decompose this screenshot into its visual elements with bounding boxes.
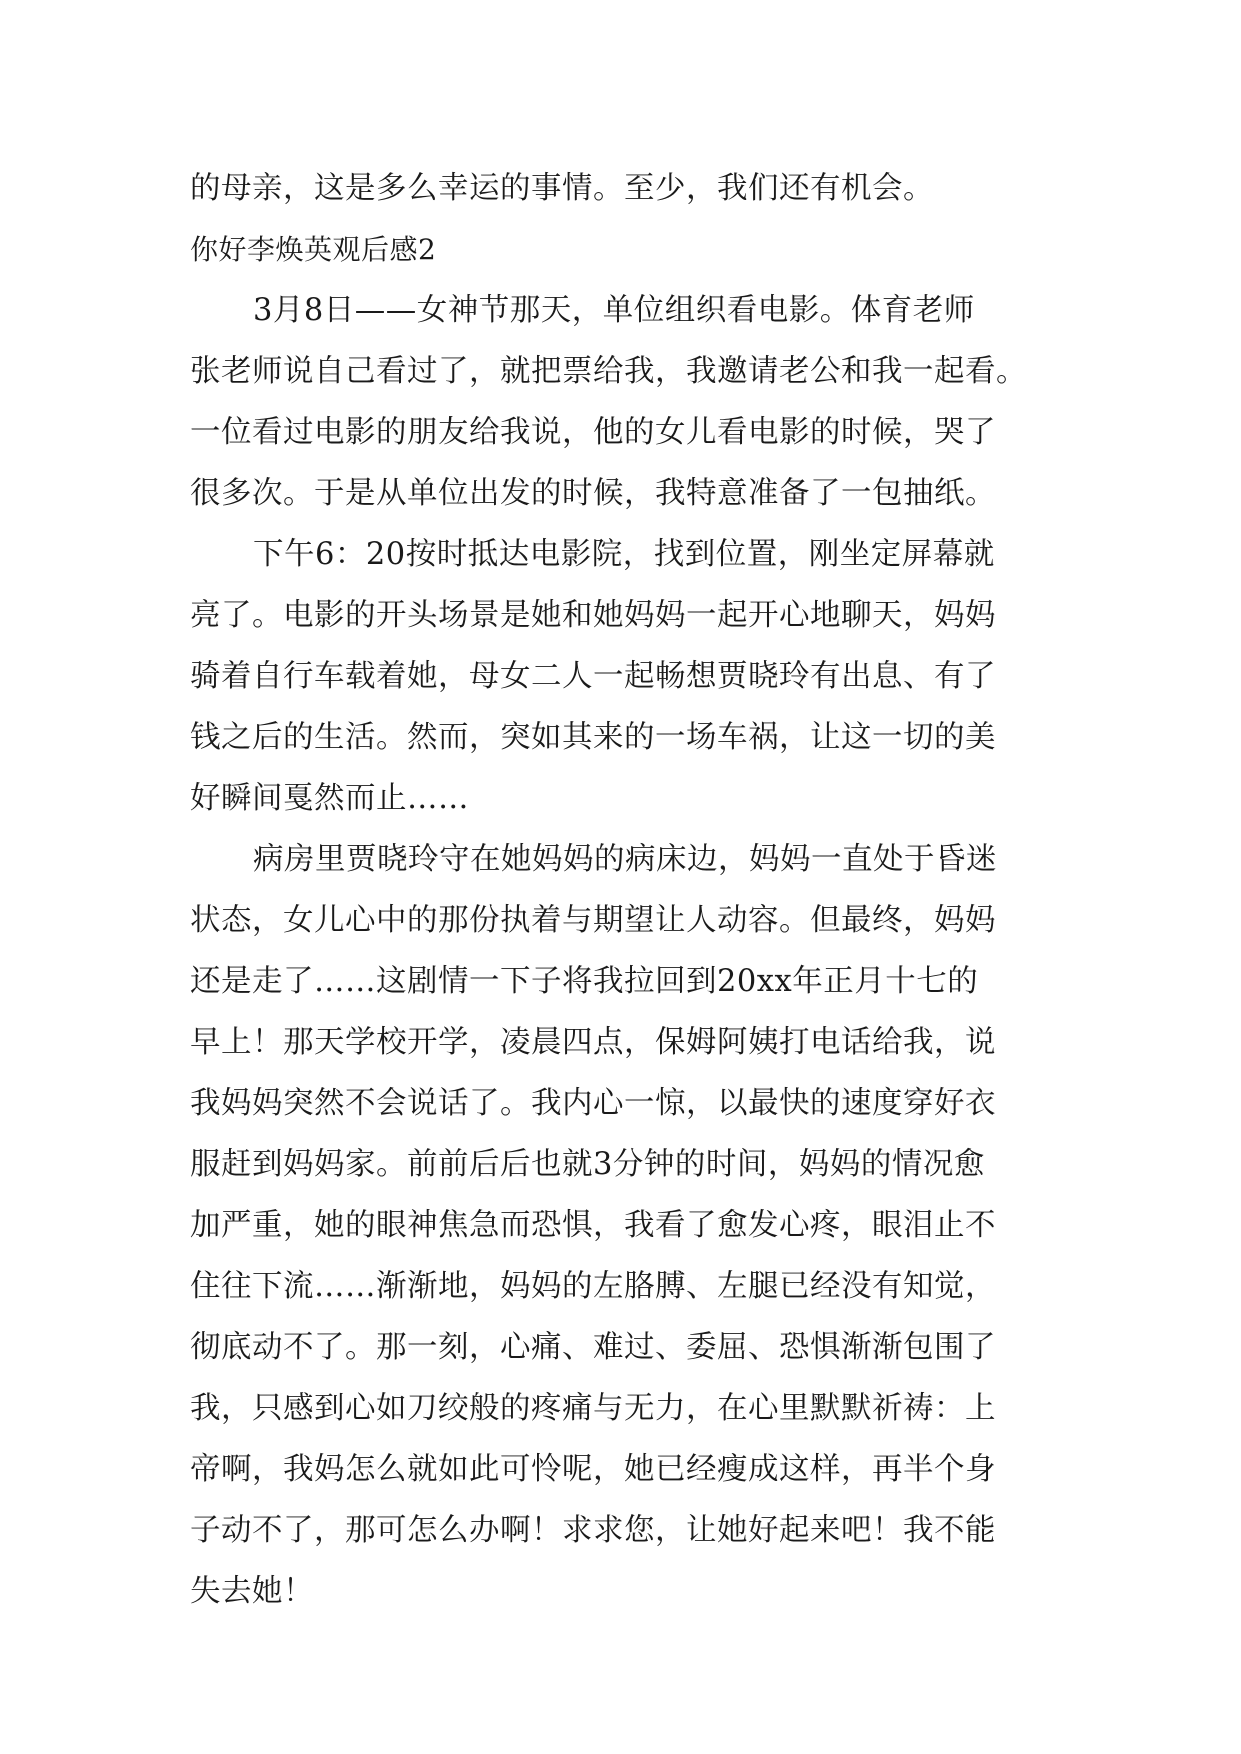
paragraph-line: 病房里贾晓玲守在她妈妈的病床边，妈妈一直处于昏迷 <box>253 842 997 877</box>
section-title: 你好李焕英观后感2 <box>190 233 437 266</box>
paragraph-line: 彻底动不了。那一刻，心痛、难过、委屈、恐惧渐渐包围了 <box>190 1330 996 1365</box>
paragraph-line: 很多次。于是从单位出发的时候，我特意准备了一包抽纸。 <box>190 476 996 511</box>
paragraph-line: 下午6：20按时抵达电影院，找到位置，刚坐定屏幕就 <box>253 537 995 572</box>
paragraph-line: 早上！那天学校开学，凌晨四点，保姆阿姨打电话给我，说 <box>190 1025 996 1060</box>
document-body <box>190 158 1060 1622</box>
paragraph-3 <box>190 829 1060 1622</box>
paragraph-line: 帝啊，我妈怎么就如此可怜呢，她已经瘦成这样，再半个身 <box>190 1452 996 1487</box>
paragraph-line: 加严重，她的眼神焦急而恐惧，我看了愈发心疼，眼泪止不 <box>190 1208 996 1243</box>
paragraph-line: 张老师说自己看过了，就把票给我，我邀请老公和我一起看。 <box>190 354 1027 389</box>
paragraph-line: 还是走了……这剧情一下子将我拉回到20xx年正月十七的 <box>190 964 979 999</box>
paragraph-2 <box>190 524 1060 829</box>
paragraph-line: 状态，女儿心中的那份执着与期望让人动容。但最终，妈妈 <box>190 903 996 938</box>
paragraph-line: 我妈妈突然不会说话了。我内心一惊，以最快的速度穿好衣 <box>190 1086 996 1121</box>
paragraph-line: 子动不了，那可怎么办啊！求求您，让她好起来吧！我不能 <box>190 1513 996 1548</box>
paragraph-line: 失去她！ <box>190 1574 314 1609</box>
paragraph-line: 3月8日——女神节那天，单位组织看电影。体育老师 <box>253 293 975 328</box>
paragraph-line: 一位看过电影的朋友给我说，他的女儿看电影的时候，哭了 <box>190 415 996 450</box>
paragraph-line: 骑着自行车载着她，母女二人一起畅想贾晓玲有出息、有了 <box>190 659 996 694</box>
paragraph-line: 亮了。电影的开头场景是她和她妈妈一起开心地聊天，妈妈 <box>190 598 996 633</box>
paragraph-line: 我，只感到心如刀绞般的疼痛与无力，在心里默默祈祷：上 <box>190 1391 996 1426</box>
paragraph-line: 好瞬间戛然而止…… <box>190 781 469 816</box>
lead-line: 的母亲，这是多么幸运的事情。至少，我们还有机会。 <box>190 171 934 206</box>
paragraph-1 <box>190 280 1060 524</box>
paragraph-line: 钱之后的生活。然而，突如其来的一场车祸，让这一切的美 <box>190 720 996 755</box>
paragraph-line: 住往下流……渐渐地，妈妈的左胳膊、左腿已经没有知觉， <box>190 1269 996 1304</box>
paragraph-line: 服赶到妈妈家。前前后后也就3分钟的时间，妈妈的情况愈 <box>190 1147 985 1182</box>
